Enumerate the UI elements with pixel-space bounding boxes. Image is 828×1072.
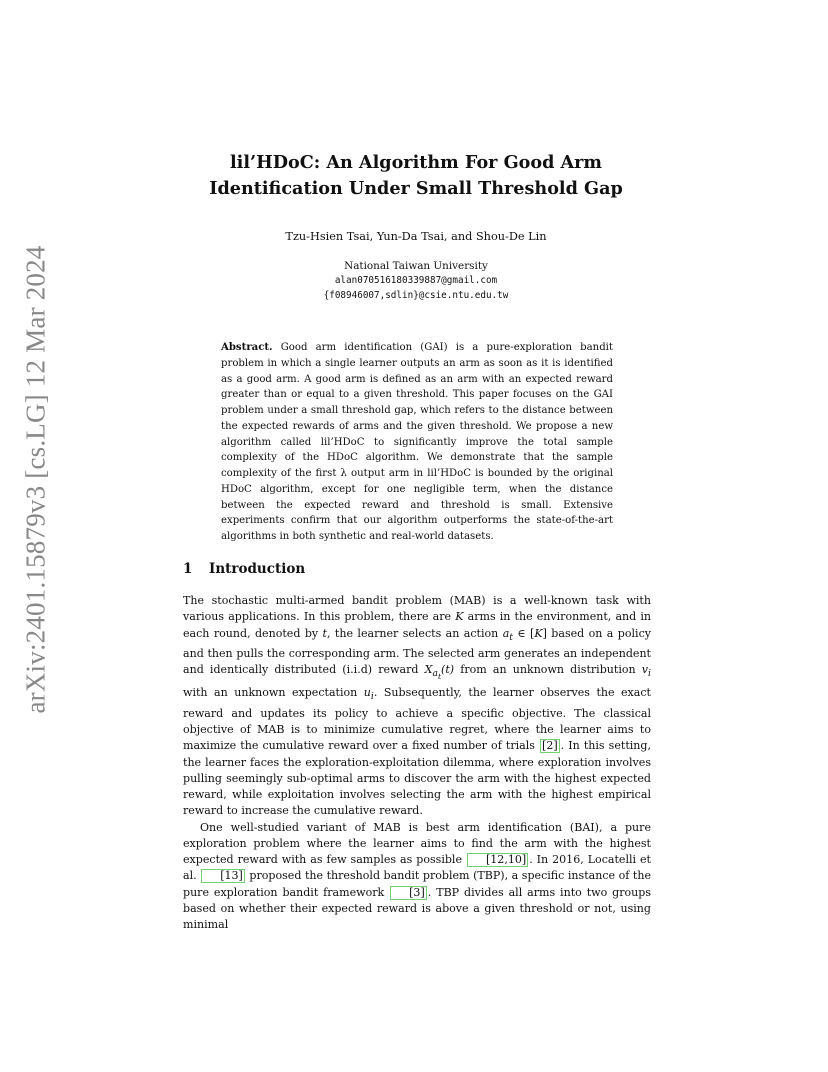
math-symbol: v — [641, 663, 649, 677]
section-number: 1 — [183, 561, 193, 577]
math-symbol: u — [363, 686, 371, 700]
math-subscript: t — [509, 631, 513, 643]
text-run: arms in the environment, and in each round, denoted by — [183, 610, 652, 640]
math-subscript: t — [437, 672, 442, 682]
text-run: . TBP divides all arms into two groups based on whether their expected reward is above a given threshold or not, using minimal — [183, 885, 651, 932]
text-run: from an unknown distribution — [454, 663, 642, 677]
math-symbol: X — [424, 663, 433, 677]
paper-title-line-2: Identification Under Small Threshold Gap — [209, 178, 623, 199]
paper-title-line-1: lil’HDoC: An Algorithm For Good Arm — [229, 152, 603, 173]
arxiv-identifier-stamp — [14, 245, 58, 714]
abstract-label: Abstract. — [221, 341, 273, 353]
author-list: Tzu-Hsien Tsai, Yun-Da Tsai, and Shou-De Lin — [285, 230, 547, 243]
arxiv-identifier-text: arXiv:2401.15879v3 [cs.LG] 12 Mar 2024 — [20, 245, 51, 714]
abstract — [221, 340, 613, 545]
text-run: . Subsequently, the learner observes the exact reward and updates its policy to achieve a specific objective. The classical objective of MAB is to minimize cumulative regret, where the learner aims to maximize the cumulative reward over a fixed number of trials — [183, 686, 652, 753]
math-symbol: (t) — [441, 663, 455, 677]
math-symbol: t — [322, 626, 327, 640]
text-run: , the learner selects an action — [327, 626, 503, 640]
math-symbol: K — [534, 626, 543, 640]
math-subscript: i — [648, 668, 651, 680]
citation-link[interactable]: [13] — [201, 869, 245, 883]
math-subscript: i — [370, 691, 374, 703]
section-heading-introduction — [183, 560, 653, 578]
abstract-text: Good arm identification (GAI) is a pure-exploration bandit problem in which a single learner outputs an arm as soon as it is identified as a good arm. A good arm is defined as an arm with an expected reward greater than or equal to a given threshold. This paper focuses on the GAI problem under a small threshold gap, which refers to the distance between the expected rewards of arms and the given threshold. We propose a new algorithm called lil’HDoC to significantly improve the total sample complexity of the HDoC algorithm. We demonstrate that the sample complexity of the first λ output arm in lil’HDoC is bounded by the original HDoC algorithm, except for one negligible term, when the distance between the expected reward and threshold is small. Extensive experiments confirm that our algorithm outperforms the state-of-the-art algorithms in both synthetic and real-world datasets. — [221, 342, 613, 542]
paper-title — [150, 150, 682, 202]
text-run: . In this setting, the learner faces the exploration-exploitation dilemma, where exploration involves pulling seemingly sub-optimal arms to discover the arm with the highest expected reward, while exploitation involves selecting the arm with the highest empirical reward to increase the cumulative reward. — [183, 739, 651, 818]
text-run: The stochastic multi-armed bandit problem (MAB) is a well-known task with various applications. In this problem, there are — [183, 594, 651, 624]
author-email-1: alan070516180339887@gmail.com — [334, 275, 498, 286]
intro-paragraph-1 — [183, 593, 651, 820]
intro-paragraph-2 — [183, 820, 651, 934]
text-run: proposed the threshold bandit problem (TBP), a specific instance of the pure exploration bandit framework — [183, 869, 651, 899]
text-run: . In 2016, Locatelli et al. — [183, 853, 651, 883]
math-subscript: a — [432, 668, 438, 680]
text-run: with an unknown expectation — [183, 686, 364, 700]
text-run: One well-studied variant of MAB is best arm identification (BAI), a pure exploration problem where the learner aims to find the arm with the highest expected reward with as few samples as possible — [183, 820, 651, 867]
math-symbol: K — [455, 610, 464, 624]
section-title: Introduction — [209, 561, 306, 577]
introduction-body — [183, 593, 651, 933]
text-run: ] based on a policy and then pulls the corresponding arm. The selected arm generates an independent and identically distributed (i.i.d) reward — [183, 626, 652, 677]
affiliation-block — [180, 259, 652, 303]
author-email-2: {f08946007,sdlin}@csie.ntu.edu.tw — [323, 290, 509, 301]
citation-link[interactable]: [2] — [542, 739, 558, 753]
text-run: ∈ [ — [513, 626, 535, 640]
math-symbol: a — [502, 626, 510, 640]
citation-link[interactable]: [12,10] — [467, 853, 528, 867]
institution: National Taiwan University — [344, 260, 488, 272]
citation-link[interactable]: [3] — [390, 886, 427, 900]
